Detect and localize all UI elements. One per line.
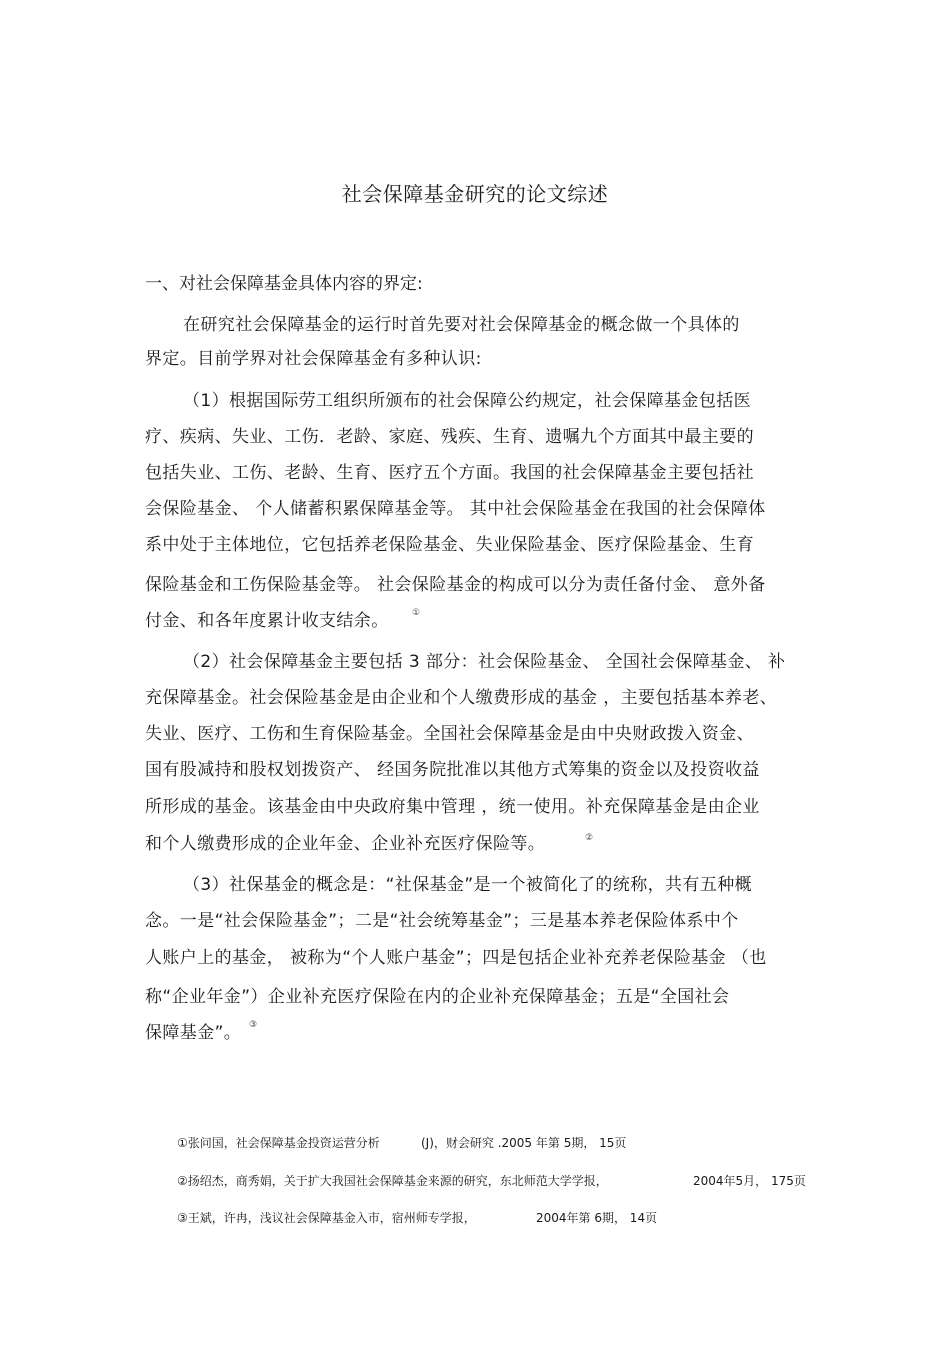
section-heading: 一、对社会保障基金具体内容的界定: xyxy=(145,274,423,294)
footnote-2-text: ②扬绍杰，商秀娟，关于扩大我国社会保障基金来源的研究，东北师范大学学报， xyxy=(177,1174,608,1188)
paragraph-line: 疗、疾病、失业、工伤．老龄、家庭、残疾、生育、遗嘱九个方面其中最主要的 xyxy=(145,427,754,447)
paragraph-line: 所形成的基金。该基金由中央政府集中管理 ，统一使用。补充保障基金是由企业 xyxy=(145,797,760,817)
footnote-2-source: 2004年5月， 175页 xyxy=(693,1174,806,1188)
paragraph-line: 界定。目前学界对社会保障基金有多种认识: xyxy=(145,349,482,369)
paragraph-line: （1）根据国际劳工组织所颁布的社会保障公约规定，社会保障基金包括医 xyxy=(183,391,752,411)
footnote-1-text: ①张问国，社会保障基金投资运营分析 xyxy=(177,1136,380,1150)
paragraph-line: 保险基金和工伤保险基金等。 社会保险基金的构成可以分为责任备付金、 意外备 xyxy=(145,575,766,595)
paragraph-line: 系中处于主体地位，它包括养老保险基金、失业保险基金、医疗保险基金、生育 xyxy=(145,535,754,555)
paragraph-line: （2）社会保障基金主要包括 3 部分：社会保险基金、 全国社会保障基金、 补 xyxy=(183,652,786,672)
footnote-mark-3: ③ xyxy=(249,1020,258,1030)
paragraph-line: 国有股减持和股权划拨资产、 经国务院批准以其他方式筹集的资金以及投资收益 xyxy=(145,760,760,780)
footnote-3-text: ③王斌，许冉，浅议社会保障基金入市，宿州师专学报， xyxy=(177,1211,476,1225)
paragraph-line: 保障基金”。 xyxy=(145,1023,242,1043)
paragraph-line: 在研究社会保障基金的运行时首先要对社会保障基金的概念做一个具体的 xyxy=(183,315,740,335)
paragraph-line: 包括失业、工伤、老龄、生育、医疗五个方面。我国的社会保障基金主要包括社 xyxy=(145,463,754,483)
paragraph-line: 充保障基金。社会保险基金是由企业和个人缴费形成的基金 ，主要包括基本养老、 xyxy=(145,688,778,708)
paragraph-line: 念。一是“社会保险基金”；二是“社会统筹基金”；三是基本养老保险体系中个 xyxy=(145,911,739,931)
footnote-2 xyxy=(177,1173,807,1189)
paragraph-line: 人账户上的基金， 被称为“个人账户基金”；四是包括企业补充养老保险基金 （也 xyxy=(145,948,767,968)
footnote-1-source: (J)，财会研究 .2005 年第 5期， 15页 xyxy=(421,1136,627,1150)
footnote-3 xyxy=(177,1210,777,1226)
paragraph-line: 失业、医疗、工伤和生育保险基金。全国社会保障基金是由中央财政拨入资金、 xyxy=(145,724,754,744)
paragraph-line: 会保险基金、 个人储蓄积累保障基金等。 其中社会保险基金在我国的社会保障体 xyxy=(145,499,766,519)
footnote-3-source: 2004年第 6期， 14页 xyxy=(536,1211,658,1225)
footnote-1 xyxy=(177,1135,777,1151)
footnote-mark-1: ① xyxy=(412,608,421,618)
paragraph-line: 称“企业年金”）企业补充医疗保险在内的企业补充保障基金；五是“全国社会 xyxy=(145,987,730,1007)
document-title: 社会保障基金研究的论文综述 xyxy=(341,182,609,206)
paragraph-line: 和个人缴费形成的企业年金、企业补充医疗保险等。 xyxy=(145,834,546,854)
footnote-mark-2: ② xyxy=(585,833,594,843)
paragraph-line: （3）社保基金的概念是：“社保基金”是一个被简化了的统称，共有五种概 xyxy=(183,875,753,895)
paragraph-line: 付金、和各年度累计收支结余。 xyxy=(145,611,389,631)
